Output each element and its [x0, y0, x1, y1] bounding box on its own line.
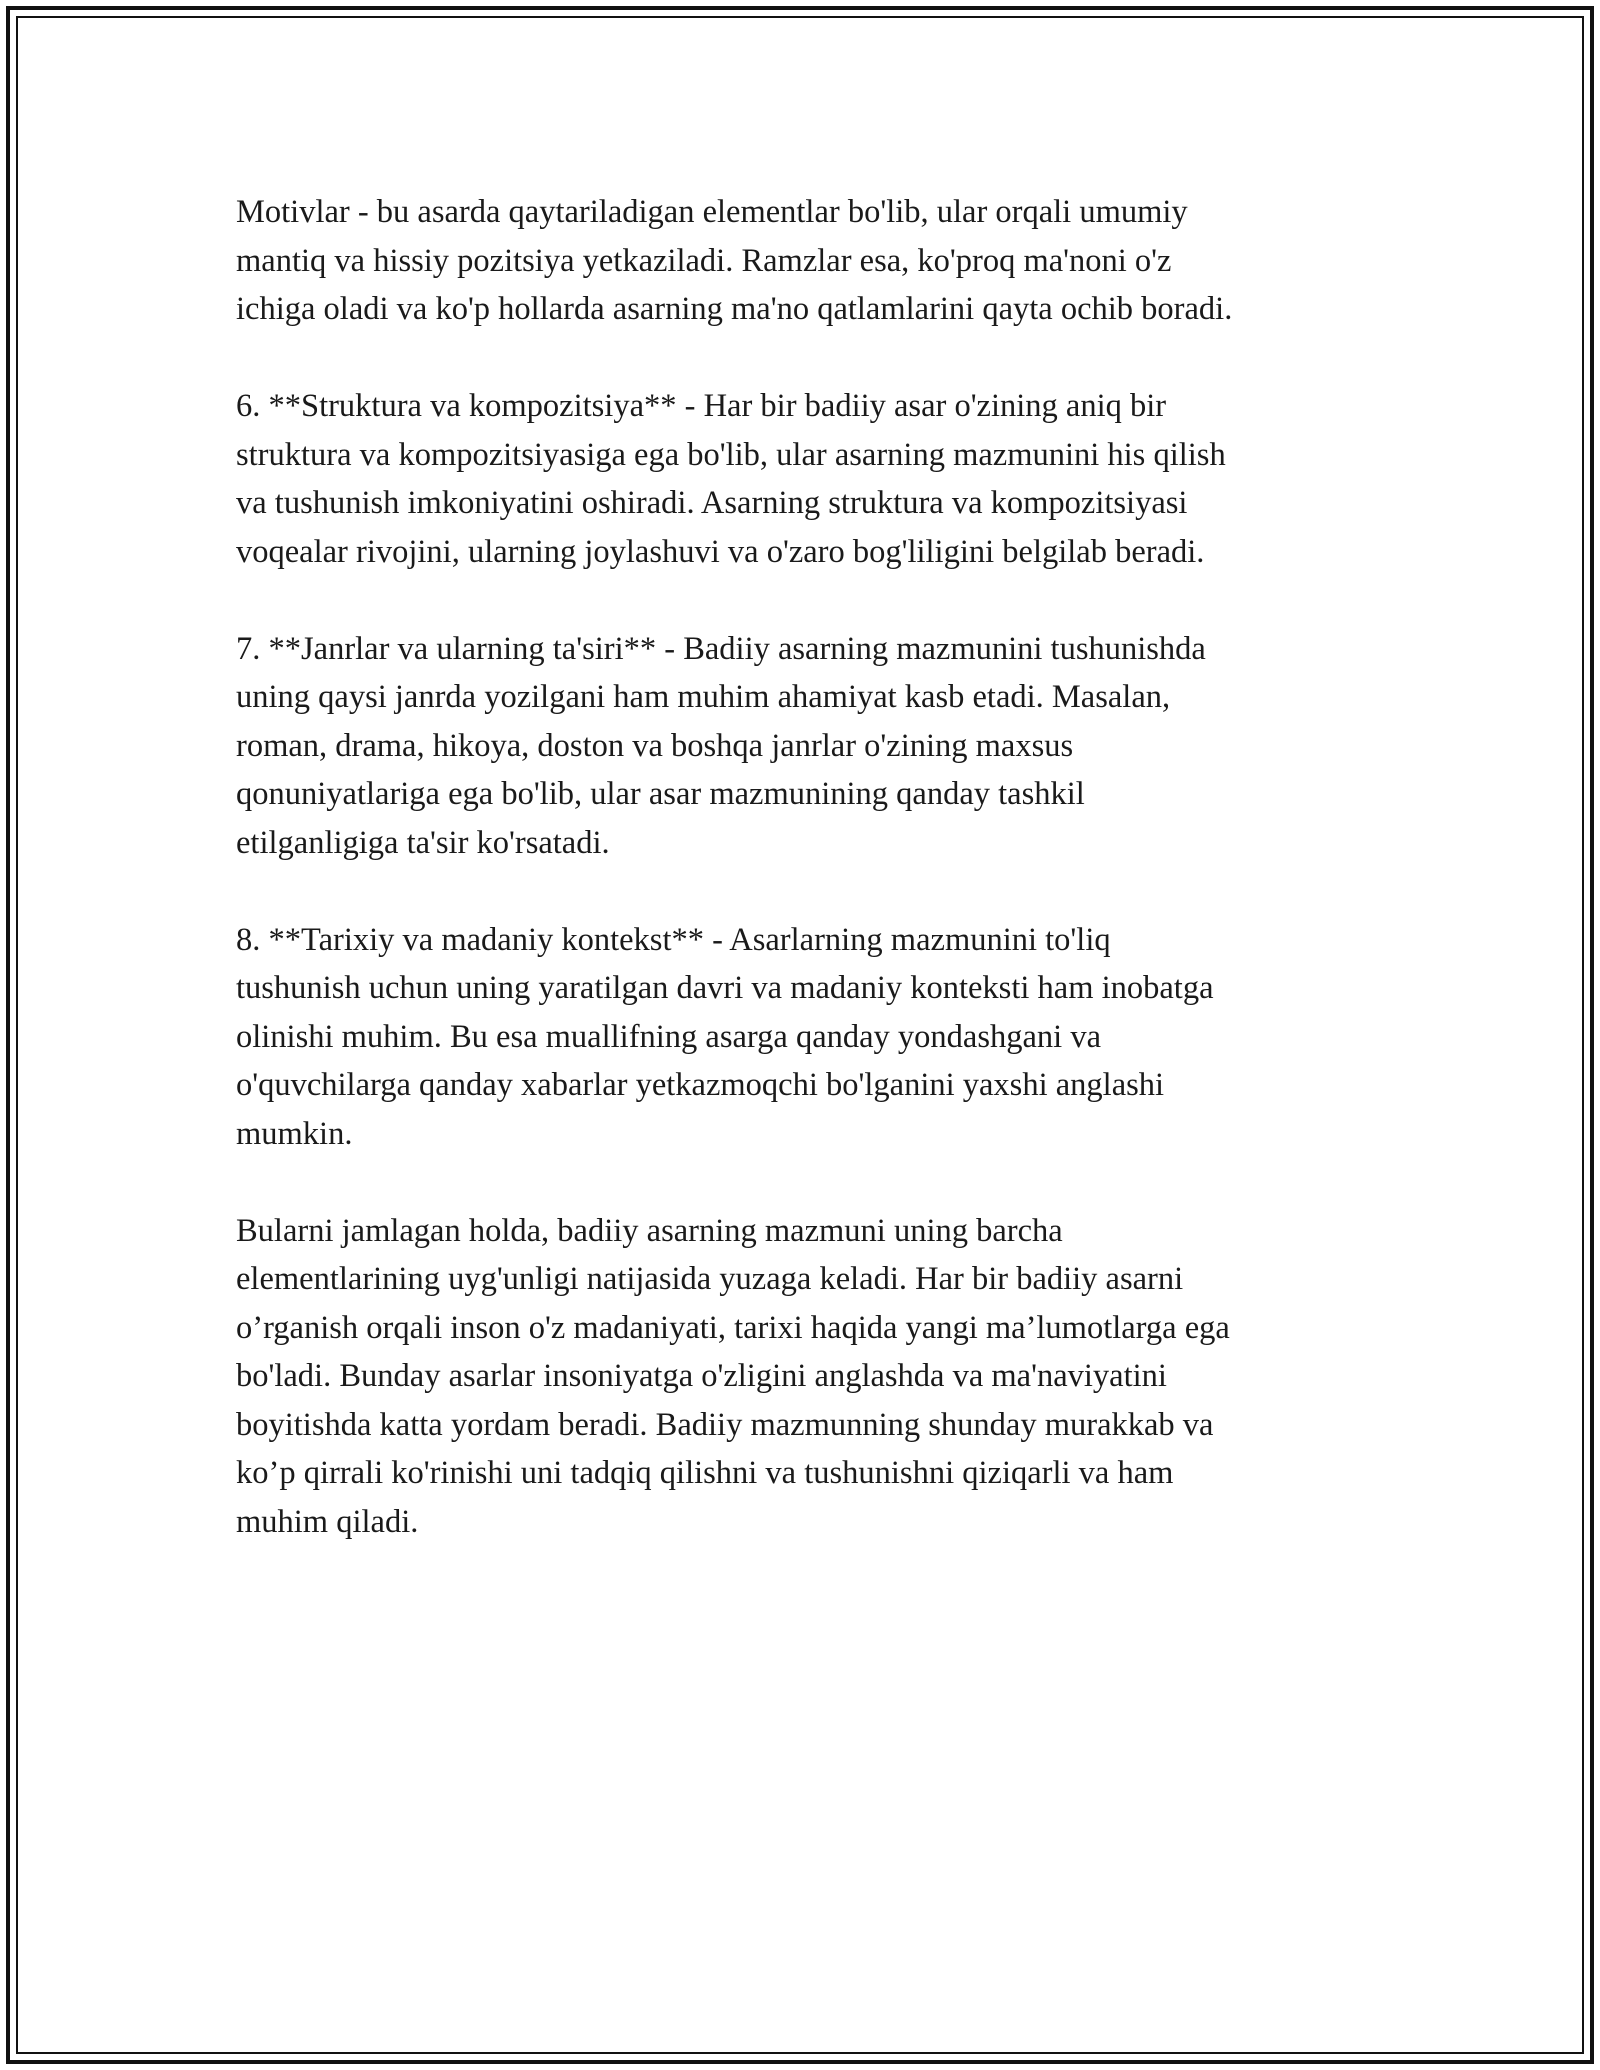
text-line: ko’p qirrali ko'rinishi uni tadqiq qilishni va tushunishni qiziqarli va ham	[236, 1455, 1174, 1491]
text-line: Motivlar - bu asarda qaytariladigan elementlar bo'lib, ular orqali umumiy	[236, 194, 1188, 230]
text-line: o'quvchilarga qanday xabarlar yetkazmoqchi bo'lganini yaxshi anglashi	[236, 1067, 1165, 1103]
paragraph-janrlar	[236, 625, 1366, 868]
text-line: struktura va kompozitsiyasiga ega bo'lib, ular asarning mazmunini his qilish	[236, 436, 1226, 473]
text-line: elementlarining uyg'unligi natijasida yuzaga keladi. Har bir badiiy asarni	[236, 1261, 1184, 1297]
text-line: olinishi muhim. Bu esa muallifning asarga qanday yondashgani va	[236, 1018, 1102, 1055]
text-line: mumkin.	[236, 1115, 353, 1152]
text-line: bo'ladi. Bunday asarlar insoniyatga o'zligini anglashda va ma'naviyatini	[236, 1358, 1167, 1394]
text-line: tushunish uchun uning yaratilgan davri va madaniy konteksti ham inobatga	[236, 970, 1214, 1006]
text-line: voqealar rivojini, ularning joylashuvi va o'zaro bog'liligini belgilab beradi.	[236, 533, 1205, 570]
paragraph-struktura	[236, 382, 1366, 576]
paragraph-conclusion	[236, 1207, 1366, 1547]
text-line: uning qaysi janrda yozilgani ham muhim ahamiyat kasb etadi. Masalan,	[236, 679, 1171, 715]
paragraph-tarixiy	[236, 916, 1366, 1159]
text-line: o’rganish orqali inson o'z madaniyati, tarixi haqida yangi ma’lumotlarga ega	[236, 1309, 1230, 1346]
text-line: qonuniyatlariga ega bo'lib, ular asar mazmunining qanday tashkil	[236, 776, 1085, 812]
text-line: ichiga oladi va ko'p hollarda asarning ma'no qatlamlarini qayta ochib boradi.	[236, 291, 1233, 327]
text-line: etilganligiga ta'sir ko'rsatadi.	[236, 824, 610, 861]
text-line: va tushunish imkoniyatini oshiradi. Asarning struktura va kompozitsiyasi	[236, 485, 1188, 521]
text-line: 6. **Struktura va kompozitsiya** - Har bir badiiy asar o'zining aniq bir	[236, 388, 1167, 424]
text-line: 7. **Janrlar va ularning ta'siri** - Badiiy asarning mazmunini tushunishda	[236, 630, 1206, 667]
text-line: roman, drama, hikoya, doston va boshqa janrlar o'zining maxsus	[236, 727, 1074, 764]
text-line: 8. **Tarixiy va madaniy kontekst** - Asarlarning mazmunini to'liq	[236, 921, 1111, 958]
text-line: mantiq va hissiy pozitsiya yetkaziladi. Ramzlar esa, ko'proq ma'noni o'z	[236, 242, 1172, 279]
text-line: boyitishda katta yordam beradi. Badiiy mazmunning shunday murakkab va	[236, 1406, 1214, 1443]
paragraph-motivlar	[236, 188, 1366, 334]
text-line: muhim qiladi.	[236, 1503, 419, 1540]
document-body	[236, 188, 1366, 1595]
text-line: Bularni jamlagan holda, badiiy asarning mazmuni uning barcha	[236, 1212, 1063, 1249]
